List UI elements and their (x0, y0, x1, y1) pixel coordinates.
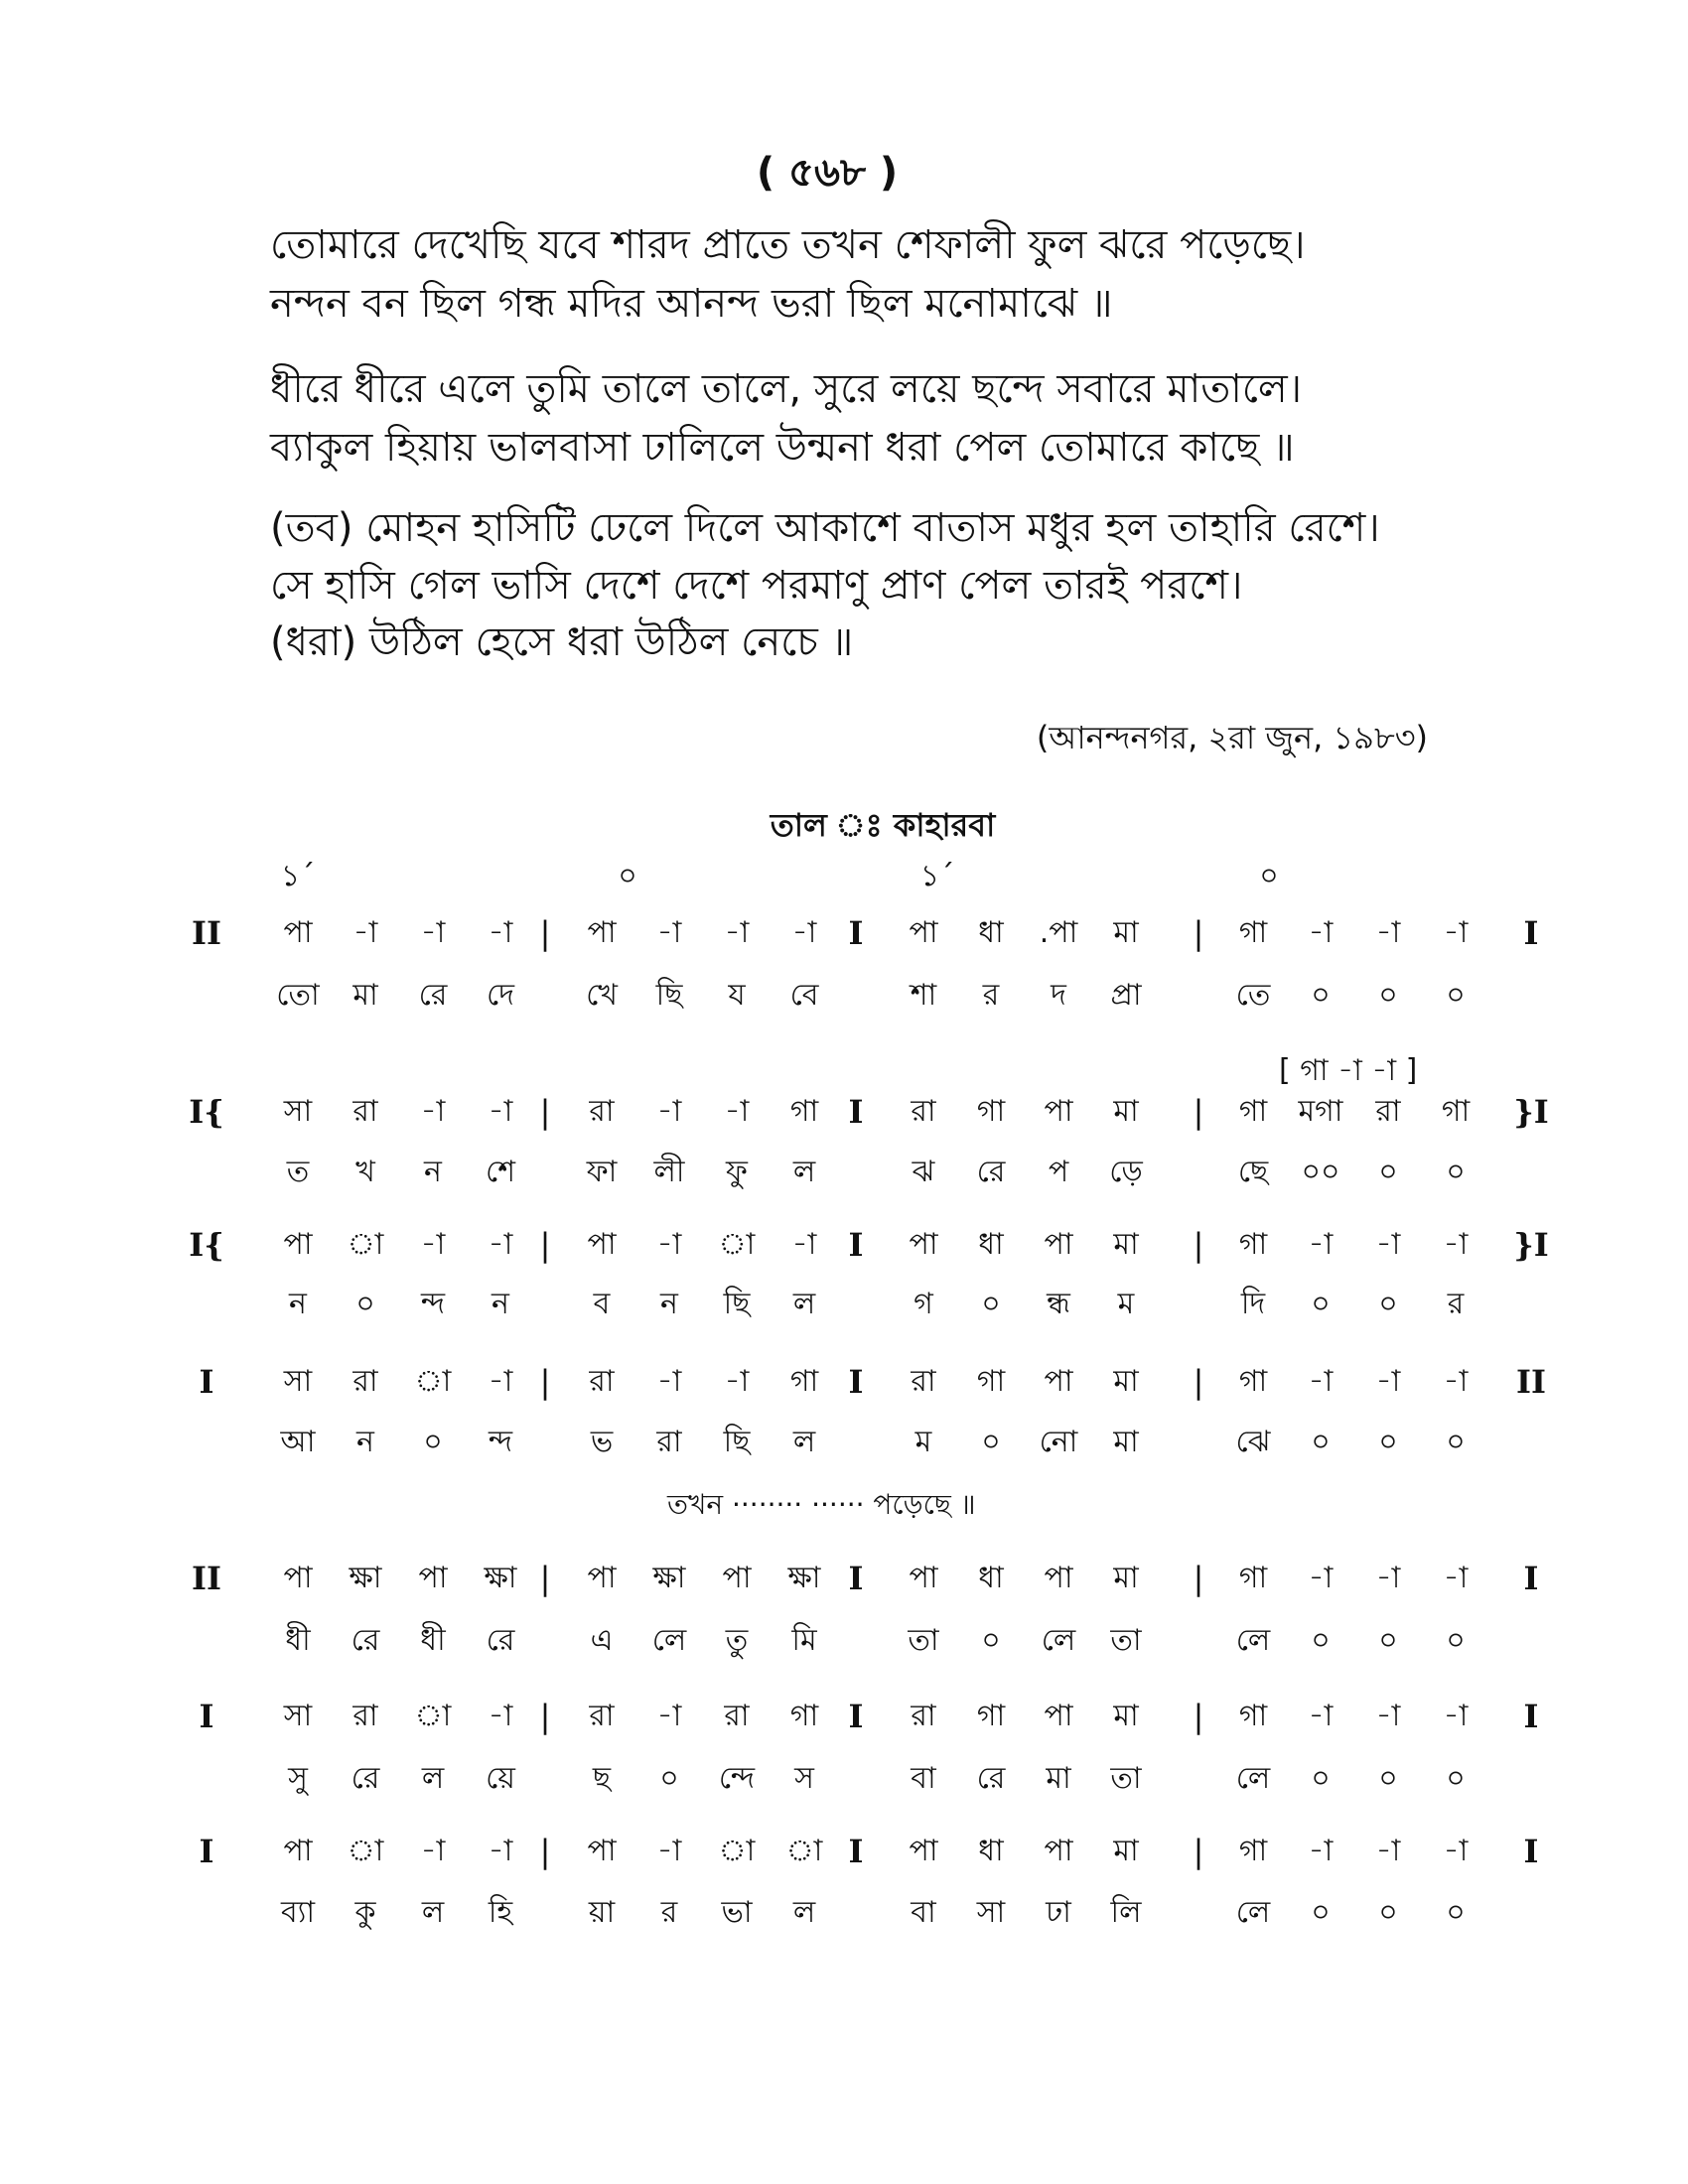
bar-line: | (539, 914, 551, 952)
note-cell: পা (283, 915, 313, 950)
note-cell: পা (1044, 1699, 1073, 1733)
note-cell: মা (1113, 1561, 1139, 1595)
page-number: ( ৫৬৮ ) (756, 150, 899, 196)
lyric-syllable: ন (356, 1425, 374, 1459)
note-cell: মা (1113, 1699, 1139, 1733)
lyric-syllable: ন (424, 1155, 442, 1189)
lyric-syllable: ছ (592, 1761, 612, 1796)
note-cell: ক্ষা (484, 1561, 517, 1595)
lyric-syllable: শে (486, 1155, 515, 1189)
note-cell: -া (656, 1364, 682, 1399)
bar-line: | (539, 1833, 551, 1870)
note-cell: -া (1308, 915, 1334, 950)
lyric-syllable: ঝ (912, 1155, 935, 1189)
lyric-syllable: মা (352, 978, 378, 1013)
lyric-syllable: তা (1110, 1761, 1142, 1796)
tala-heading: তাল ঃ কাহারবা (770, 806, 996, 844)
note-cell: -া (724, 1364, 750, 1399)
note-cell: া (347, 1227, 384, 1262)
note-cell: সা (283, 1699, 313, 1733)
lyric-syllable: ধী (420, 1623, 446, 1658)
note-cell: পা (909, 1561, 938, 1595)
lyric-syllable: তা (1110, 1623, 1142, 1658)
note-cell: -া (791, 915, 817, 950)
lyric-syllable: ল (792, 1155, 816, 1189)
lyric-line: তোমারে দেখেছি যবে শারদ প্রাতে তখন শেফালী ফুল ঝরে পড়েছে। (270, 222, 1306, 268)
note-cell: ক্ষা (652, 1561, 686, 1595)
note-cell: -া (724, 1094, 750, 1129)
lyric-syllable: ছি (655, 978, 683, 1013)
lyric-syllable: এ (590, 1623, 614, 1658)
note-cell: পা (587, 1834, 617, 1868)
lyric-syllable: ০ (1446, 1623, 1466, 1658)
lyric-syllable: লি (1110, 1895, 1142, 1930)
note-cell: মা (1113, 1834, 1139, 1868)
note-cell: -া (724, 915, 750, 950)
note-cell: ক্ষা (349, 1561, 382, 1595)
note-cell: -া (656, 1699, 682, 1733)
lyric-line: সে হাসি গেল ভাসি দেশে দেশে পরমাণু প্রাণ পেল তারই পরশে। (270, 563, 1243, 609)
lyric-syllable: প (1048, 1155, 1069, 1189)
lyric-syllable: ০ (1311, 1425, 1331, 1459)
lyric-syllable: লে (1041, 1623, 1076, 1658)
row-end-bar: I (1523, 1560, 1539, 1597)
lyric-syllable: স (794, 1761, 814, 1796)
note-cell: -া (420, 915, 446, 950)
lyric-syllable: ০ (981, 1623, 1001, 1658)
row-start-bar: I (199, 1363, 214, 1401)
lyric-syllable: ন্দ (420, 1287, 446, 1321)
lyric-syllable: লে (651, 1623, 687, 1658)
lyric-syllable: ০ (1311, 978, 1331, 1013)
lyric-syllable: রে (976, 1761, 1006, 1796)
lyric-syllable: ন (492, 1287, 509, 1321)
note-cell: রা (352, 1364, 378, 1399)
bar-line: | (1193, 914, 1204, 952)
note-cell: গা (789, 1699, 819, 1733)
note-cell: পা (587, 915, 617, 950)
lyric-syllable: ল (421, 1761, 445, 1796)
note-cell: গা (1238, 1699, 1268, 1733)
note-cell: পা (722, 1561, 752, 1595)
bar-line: I (848, 1560, 864, 1597)
lyric-syllable: ঝে (1235, 1425, 1271, 1459)
note-cell: -া (420, 1227, 446, 1262)
row-start-bar: I (199, 1698, 214, 1735)
lyric-syllable: ল (792, 1895, 816, 1930)
note-cell: গা (1238, 915, 1268, 950)
note-cell: .পা (1039, 915, 1078, 950)
note-cell: -া (1443, 1227, 1469, 1262)
lyric-syllable: হি (488, 1895, 513, 1930)
note-cell: া (414, 1699, 452, 1733)
lyric-syllable: রে (976, 1155, 1006, 1189)
row-start-bar: II (192, 1560, 221, 1597)
note-cell: পা (909, 915, 938, 950)
lyric-syllable: আ (280, 1425, 316, 1459)
lyric-syllable: লে (1235, 1761, 1271, 1796)
bar-line: | (1193, 1698, 1204, 1735)
lyric-syllable: তু (725, 1623, 749, 1658)
lyric-syllable: য়ে (486, 1761, 515, 1796)
note-cell: ক্ষা (787, 1561, 821, 1595)
lyric-syllable: তা (908, 1623, 939, 1658)
note-cell: -া (488, 1834, 513, 1868)
note-cell: সা (283, 1364, 313, 1399)
lyric-syllable: ০ (1378, 1761, 1398, 1796)
lyric-syllable: দি (1240, 1287, 1266, 1321)
lyric-syllable: ০ (1446, 1761, 1466, 1796)
lyric-syllable: ০ (981, 1287, 1001, 1321)
lyric-syllable: ০ (1311, 1287, 1331, 1321)
lyric-syllable: ছে (1237, 1155, 1269, 1189)
note-cell: গা (976, 1364, 1006, 1399)
lyric-syllable: ০ (1378, 1425, 1398, 1459)
lyric-syllable: ভা (721, 1895, 753, 1930)
note-cell: -া (1443, 1699, 1469, 1733)
bar-line: | (539, 1226, 551, 1264)
lyric-syllable: শা (910, 978, 937, 1013)
beat-mark: ১´ (280, 859, 316, 893)
lyric-syllable: ০ (1378, 978, 1398, 1013)
lyric-syllable: ছি (723, 1287, 751, 1321)
beat-mark: ১´ (919, 859, 955, 893)
lyric-syllable: ম (1117, 1287, 1135, 1321)
lyric-syllable: মি (791, 1623, 817, 1658)
lyric-syllable: লে (1235, 1623, 1271, 1658)
lyric-syllable: ব্যা (280, 1895, 316, 1930)
note-cell: পা (587, 1561, 617, 1595)
note-cell: রা (352, 1094, 378, 1129)
note-cell: গা (1238, 1834, 1268, 1868)
lyric-syllable: দ (1051, 978, 1066, 1013)
note-cell: পা (587, 1227, 617, 1262)
note-cell: -া (656, 1094, 682, 1129)
lyric-syllable: র (982, 978, 1000, 1013)
lyric-syllable: রে (418, 978, 448, 1013)
lyric-syllable: ল (792, 1425, 816, 1459)
note-cell: -া (1308, 1364, 1334, 1399)
note-cell: -া (1308, 1834, 1334, 1868)
note-cell: পা (1044, 1094, 1073, 1129)
lyric-syllable: ন (660, 1287, 678, 1321)
note-cell: -া (1443, 1834, 1469, 1868)
note-cell: গা (1238, 1364, 1268, 1399)
beat-mark: ০ (618, 859, 637, 893)
note-cell: পা (283, 1834, 313, 1868)
lyric-syllable: ধী (285, 1623, 311, 1658)
lyric-syllable: র (1447, 1287, 1465, 1321)
note-cell: -া (1375, 915, 1401, 950)
note-cell: -া (420, 1834, 446, 1868)
note-cell: -া (1375, 1834, 1401, 1868)
lyric-syllable: নো (1039, 1425, 1078, 1459)
lyric-syllable: বে (789, 978, 819, 1013)
lyric-syllable: রে (486, 1623, 515, 1658)
note-cell: -া (1443, 1561, 1469, 1595)
bar-line: | (1193, 1363, 1204, 1401)
lyric-syllable: খে (586, 978, 618, 1013)
note-cell: -া (791, 1227, 817, 1262)
note-cell: া (785, 1834, 823, 1868)
lyric-syllable: ০ (659, 1761, 679, 1796)
note-cell: গা (1238, 1094, 1268, 1129)
note-cell: -া (1308, 1699, 1334, 1733)
row-start-bar: I (199, 1833, 214, 1870)
lyric-syllable: বা (911, 1761, 936, 1796)
lyric-syllable: ফু (726, 1155, 748, 1189)
note-cell: মা (1113, 1094, 1139, 1129)
lyric-syllable: বা (911, 1895, 936, 1930)
note-cell: -া (488, 915, 513, 950)
row-start-bar: I{ (189, 1226, 224, 1264)
note-cell: গা (976, 1094, 1006, 1129)
note-cell: ধা (978, 1834, 1004, 1868)
lyric-syllable: ল (792, 1287, 816, 1321)
lyric-syllable: লী (653, 1155, 685, 1189)
note-cell: -া (1308, 1227, 1334, 1262)
lyric-syllable: য (728, 978, 746, 1013)
note-cell: -া (1308, 1561, 1334, 1595)
bar-line: I (848, 1363, 864, 1401)
lyric-syllable: মা (1113, 1425, 1139, 1459)
note-cell: -া (1375, 1364, 1401, 1399)
note-cell: মা (1113, 1364, 1139, 1399)
note-cell: রা (589, 1364, 615, 1399)
note-cell: পা (909, 1227, 938, 1262)
note-cell: া (414, 1364, 452, 1399)
bar-line: | (539, 1560, 551, 1597)
note-cell: রা (911, 1364, 936, 1399)
bar-line: I (848, 1226, 864, 1264)
note-cell: পা (1044, 1364, 1073, 1399)
lyric-line: ধীরে ধীরে এলে তুমি তালে তালে, সুরে লয়ে ছন্দে সবারে মাতালে। (270, 366, 1303, 412)
bar-line: | (1193, 1093, 1204, 1131)
lyric-line: নন্দন বন ছিল গন্ধ মদির আনন্দ ভরা ছিল মনোমাঝে ॥ (270, 281, 1113, 327)
note-cell: -া (488, 1699, 513, 1733)
note-cell: -া (1443, 1364, 1469, 1399)
note-cell: পা (283, 1227, 313, 1262)
note-cell: -া (656, 915, 682, 950)
bar-line: | (1193, 1560, 1204, 1597)
note-cell: -া (1375, 1227, 1401, 1262)
lyric-syllable: দে (487, 978, 514, 1013)
note-cell: রা (724, 1699, 750, 1733)
row-end-bar: I (1523, 914, 1539, 952)
lyric-syllable: ব (593, 1287, 611, 1321)
refrain-note: তখন ········ ······ পড়েছে ॥ (667, 1488, 976, 1521)
lyric-syllable: ০ (1311, 1761, 1331, 1796)
lyric-syllable: ০ (1378, 1155, 1398, 1189)
lyric-syllable: ০ (355, 1287, 375, 1321)
lyric-syllable: ড়ে (1109, 1155, 1143, 1189)
note-cell: পা (1044, 1834, 1073, 1868)
row-end-bar: I (1523, 1698, 1539, 1735)
lyric-syllable: গ (914, 1287, 933, 1321)
lyric-syllable: রে (351, 1623, 380, 1658)
lyric-syllable: মা (1046, 1761, 1071, 1796)
lyric-line: ব্যাকুল হিয়ায় ভালবাসা ঢালিলে উন্মনা ধরা পেল তোমারে কাছে ॥ (270, 425, 1295, 471)
lyric-syllable: ০০ (1301, 1155, 1340, 1189)
note-cell: রা (1375, 1094, 1401, 1129)
lyric-syllable: রা (656, 1425, 682, 1459)
bar-line: | (539, 1698, 551, 1735)
note-cell: -া (488, 1094, 513, 1129)
row-end-bar: II (1516, 1363, 1546, 1401)
note-cell: গা (976, 1699, 1006, 1733)
note-cell: রা (911, 1699, 936, 1733)
note-cell: মা (1113, 1227, 1139, 1262)
lyric-syllable: ছি (723, 1425, 751, 1459)
lyric-syllable: ন (289, 1287, 307, 1321)
note-cell: -া (488, 1227, 513, 1262)
lyric-syllable: ০ (1446, 978, 1466, 1013)
lyric-syllable: ০ (1446, 1155, 1466, 1189)
note-cell: -া (1443, 915, 1469, 950)
bar-line: I (848, 1093, 864, 1131)
lyric-syllable: প্রা (1110, 978, 1142, 1013)
lyric-syllable: সা (976, 1895, 1006, 1930)
lyric-syllable: সু (288, 1761, 308, 1796)
lyric-syllable: ০ (981, 1425, 1001, 1459)
lyric-syllable: র (660, 1895, 678, 1930)
note-cell: পা (1044, 1227, 1073, 1262)
note-cell: -া (1375, 1699, 1401, 1733)
lyric-syllable: ০ (1378, 1895, 1398, 1930)
note-cell: রা (352, 1699, 378, 1733)
note-cell: ধা (978, 915, 1004, 950)
lyric-syllable: খ (355, 1155, 375, 1189)
lyric-syllable: ০ (1311, 1623, 1331, 1658)
note-cell: ধা (978, 1227, 1004, 1262)
lyric-syllable: ল (421, 1895, 445, 1930)
note-cell: -া (352, 915, 378, 950)
note-cell: গা (1238, 1561, 1268, 1595)
lyric-syllable: লে (1235, 1895, 1271, 1930)
lyric-syllable: ০ (1446, 1425, 1466, 1459)
row-end-bar: I (1523, 1833, 1539, 1870)
lyric-line: (তব) মোহন হাসিটি ঢেলে দিলে আকাশে বাতাস মধুর হল তাহারি রেশে। (270, 505, 1380, 551)
note-cell: রা (911, 1094, 936, 1129)
lyric-syllable: ০ (1446, 1895, 1466, 1930)
lyric-syllable: ০ (1378, 1287, 1398, 1321)
note-cell: মগা (1298, 1094, 1343, 1129)
row-end-bar: }I (1513, 1093, 1549, 1131)
lyric-syllable: ত (286, 1155, 310, 1189)
note-cell: া (718, 1834, 756, 1868)
note-cell: -া (420, 1094, 446, 1129)
lyric-syllable: কু (354, 1895, 376, 1930)
note-cell: -া (488, 1364, 513, 1399)
lyric-syllable: ন্ধ (1047, 1287, 1070, 1321)
lyric-syllable: য়া (588, 1895, 616, 1930)
note-cell: া (718, 1227, 756, 1262)
lyric-syllable: ফা (586, 1155, 618, 1189)
row-start-bar: II (192, 914, 221, 952)
row-end-bar: }I (1513, 1226, 1549, 1264)
lyric-syllable: ভ (590, 1425, 614, 1459)
note-cell: -া (656, 1834, 682, 1868)
lyric-syllable: রে (351, 1761, 380, 1796)
lyric-syllable: তে (1235, 978, 1271, 1013)
bar-line: | (539, 1363, 551, 1401)
note-cell: া (347, 1834, 384, 1868)
row-start-bar: I{ (189, 1093, 224, 1131)
note-cell: গা (1238, 1227, 1268, 1262)
lyric-syllable: ০ (1311, 1895, 1331, 1930)
bar-line: I (848, 914, 864, 952)
note-cell: পা (909, 1834, 938, 1868)
lyric-syllable: তো (276, 978, 320, 1013)
bar-line: | (1193, 1226, 1204, 1264)
bar-line: I (848, 1833, 864, 1870)
note-cell: পা (1044, 1561, 1073, 1595)
note-cell: -া (1375, 1561, 1401, 1595)
bar-line: | (1193, 1833, 1204, 1870)
note-cell: ধা (978, 1561, 1004, 1595)
note-cell: পা (418, 1561, 448, 1595)
note-cell: রা (589, 1094, 615, 1129)
note-cell: রা (589, 1699, 615, 1733)
lyric-line: (ধরা) উঠিল হেসে ধরা উঠিল নেচে ॥ (270, 619, 854, 665)
note-cell: সা (283, 1094, 313, 1129)
lyric-syllable: ০ (1378, 1623, 1398, 1658)
bar-line: | (539, 1093, 551, 1131)
note-cell: মা (1113, 915, 1139, 950)
composition-date-place: (আনন্দনগর, ২রা জুন, ১৯৮৩) (1036, 719, 1428, 756)
note-cell: গা (789, 1364, 819, 1399)
lyric-syllable: ০ (423, 1425, 443, 1459)
lyric-syllable: ন্দে (718, 1761, 756, 1796)
bar-line: I (848, 1698, 864, 1735)
note-cell: গা (789, 1094, 819, 1129)
note-cell: -া (656, 1227, 682, 1262)
lyric-syllable: ন্দ (488, 1425, 513, 1459)
note-cell: পা (283, 1561, 313, 1595)
lyric-syllable: ম (914, 1425, 932, 1459)
note-cell: গা (1441, 1094, 1471, 1129)
alternate-ending-bracket: [ গা -া -া ] (1279, 1053, 1418, 1088)
lyric-syllable: ঢা (1046, 1895, 1071, 1930)
beat-mark: ০ (1259, 859, 1279, 893)
